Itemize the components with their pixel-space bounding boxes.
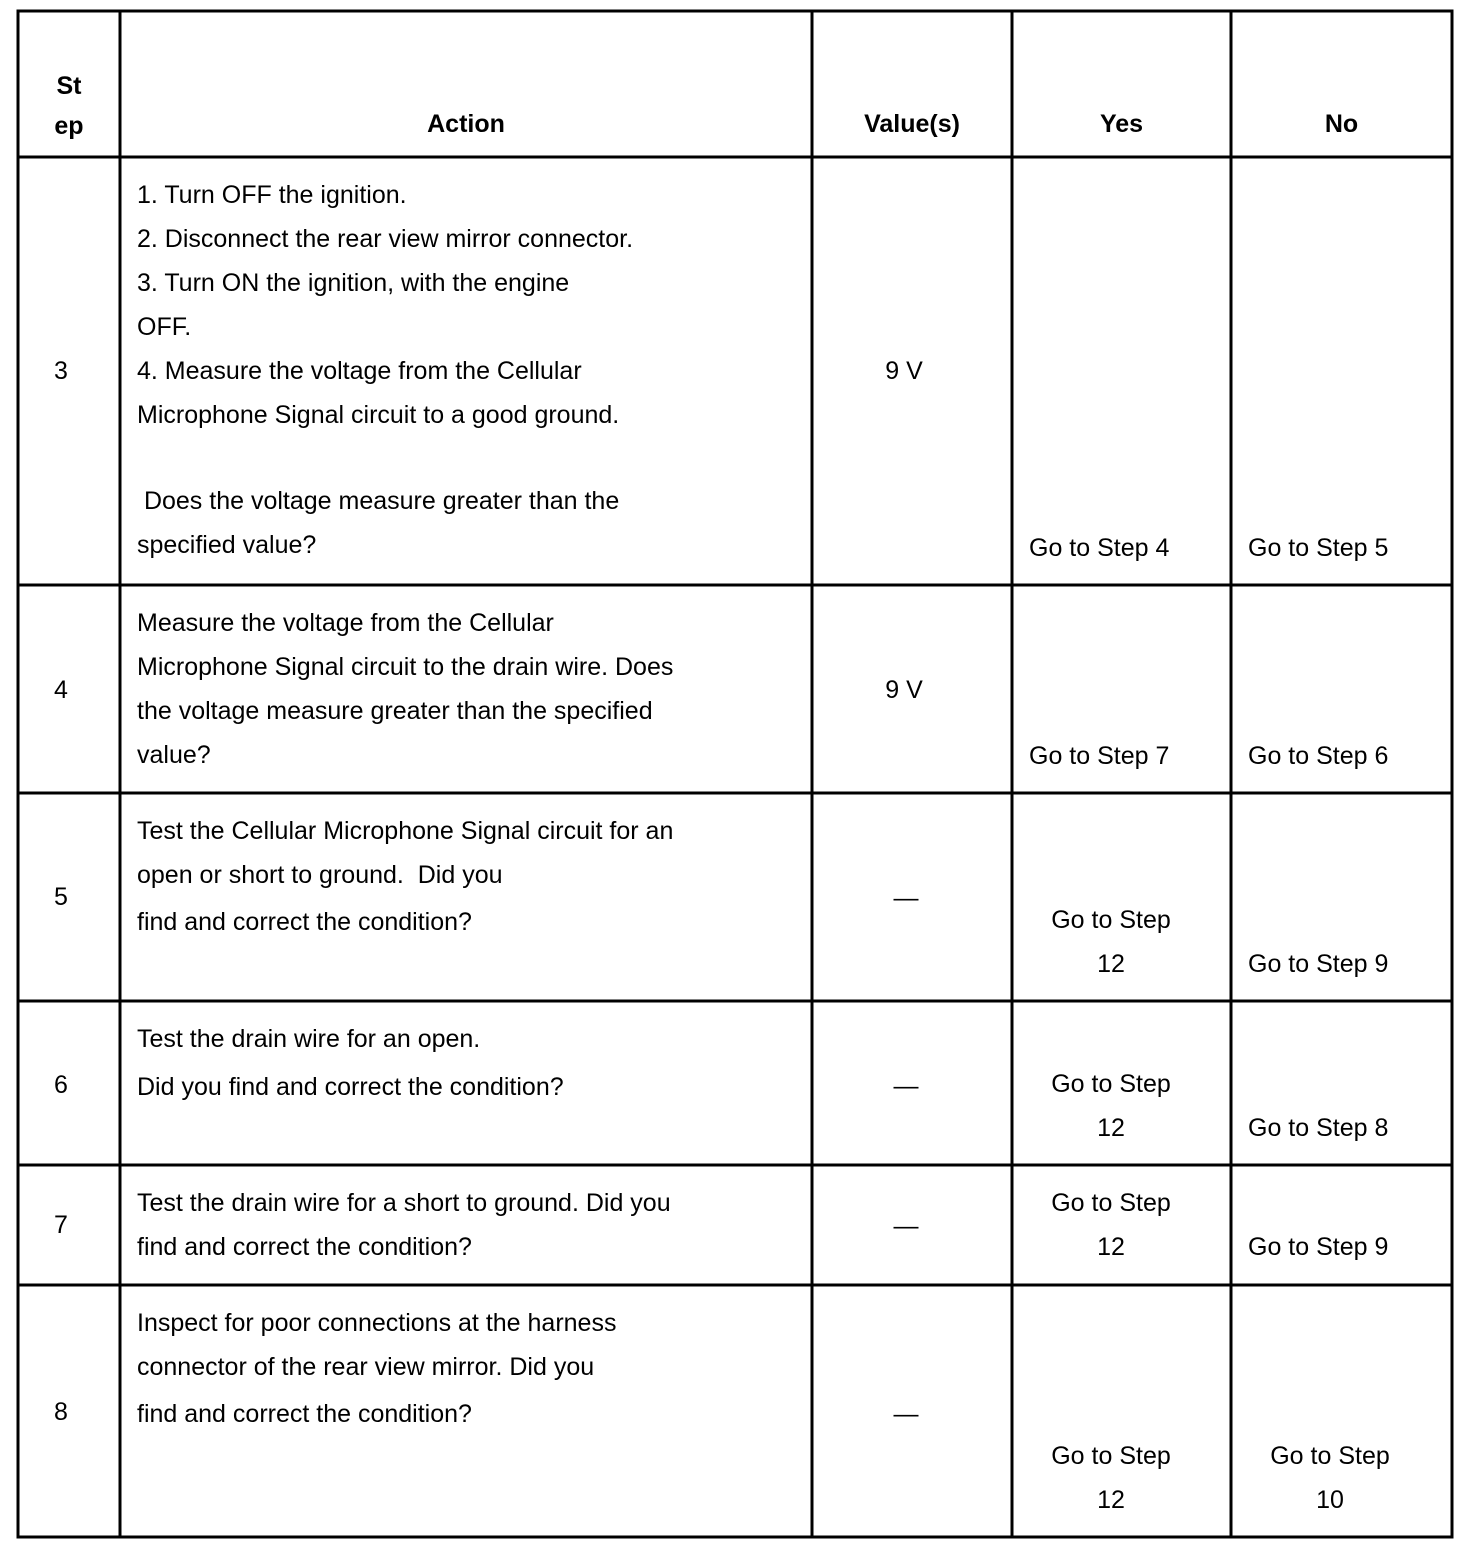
row4-action-line1: Measure the voltage from the Cellular <box>137 609 554 637</box>
row8-action-line2: connector of the rear view mirror. Did you <box>137 1353 595 1381</box>
row5-yes <box>1012 898 1210 986</box>
row8-yes-line2: 12 <box>1097 1486 1125 1514</box>
row3-yes: Go to Step 4 <box>1029 534 1170 562</box>
row5-yes-line1: Go to Step <box>1051 906 1171 934</box>
row7-action-line1: Test the drain wire for a short to ground. Did you <box>137 1189 671 1217</box>
header-values: Value(s) <box>864 110 960 138</box>
row8-no <box>1231 1434 1429 1522</box>
row8-action-line1: Inspect for poor connections at the harness <box>137 1309 617 1337</box>
row3-value: 9 V <box>885 357 923 385</box>
row5-action-line2: open or short to ground. Did you <box>137 861 503 889</box>
row5-action <box>137 809 673 944</box>
row7-yes-line2: 12 <box>1097 1233 1125 1261</box>
row4-yes: Go to Step 7 <box>1029 742 1170 770</box>
row8-yes <box>1012 1434 1210 1522</box>
row8-action-line3: find and correct the condition? <box>137 1400 472 1428</box>
row3-action-line8: specified value? <box>137 531 317 559</box>
row4-action-line2: Microphone Signal circuit to the drain wire. Does <box>137 653 674 681</box>
row6-action <box>137 1017 564 1109</box>
row6-yes-line1: Go to Step <box>1051 1070 1171 1098</box>
row4-step: 4 <box>54 676 68 704</box>
row5-action-line1: Test the Cellular Microphone Signal circuit for an <box>137 817 674 845</box>
row4-action <box>137 601 673 777</box>
row7-yes-line1: Go to Step <box>1051 1189 1171 1217</box>
row3-no: Go to Step 5 <box>1248 534 1389 562</box>
row4-action-line4: value? <box>137 741 211 769</box>
row7-no: Go to Step 9 <box>1248 1233 1389 1261</box>
row7-value: — <box>893 1212 919 1240</box>
row6-no: Go to Step 8 <box>1248 1114 1389 1142</box>
row3-action-line1: 1. Turn OFF the ignition. <box>137 181 407 209</box>
row5-action-line3: find and correct the condition? <box>137 908 472 936</box>
row3-action-line3: 3. Turn ON the ignition, with the engine <box>137 269 570 297</box>
header-step <box>20 66 118 146</box>
row4-no: Go to Step 6 <box>1248 742 1389 770</box>
row8-no-line2: 10 <box>1316 1486 1344 1514</box>
header-yes: Yes <box>1099 110 1144 138</box>
row4-value: 9 V <box>885 676 923 704</box>
row6-yes-line2: 12 <box>1097 1114 1125 1142</box>
row6-action-line2: Did you find and correct the condition? <box>137 1073 564 1101</box>
row3-action-line5: 4. Measure the voltage from the Cellular <box>137 357 582 385</box>
row8-no-line1: Go to Step <box>1270 1442 1390 1470</box>
header-no: No <box>1324 110 1359 138</box>
row8-yes-line1: Go to Step <box>1051 1442 1171 1470</box>
row7-action-line2: find and correct the condition? <box>137 1233 472 1261</box>
row3-action-line6: Microphone Signal circuit to a good ground. <box>137 401 620 429</box>
row4-action-line3: the voltage measure greater than the specified <box>137 697 653 725</box>
row8-step: 8 <box>54 1398 68 1426</box>
row6-value: — <box>893 1072 919 1100</box>
row7-yes <box>1012 1181 1210 1269</box>
row5-yes-line2: 12 <box>1097 950 1125 978</box>
row7-action <box>137 1181 671 1269</box>
row7-step: 7 <box>54 1211 68 1239</box>
row5-no: Go to Step 9 <box>1248 950 1389 978</box>
row8-action <box>137 1301 616 1436</box>
row3-action <box>137 173 633 567</box>
row3-action-line2: 2. Disconnect the rear view mirror connector. <box>137 225 634 253</box>
row5-value: — <box>893 884 919 912</box>
row6-step: 6 <box>54 1071 68 1099</box>
row3-step: 3 <box>54 357 68 385</box>
row6-yes <box>1012 1062 1210 1150</box>
row5-step: 5 <box>54 883 68 911</box>
header-action: Action <box>427 110 505 138</box>
row3-action-line4: OFF. <box>137 313 192 341</box>
header-step-line1: St <box>56 72 82 100</box>
row8-value: — <box>893 1400 919 1428</box>
row6-action-line1: Test the drain wire for an open. <box>137 1025 481 1053</box>
header-step-line2: ep <box>54 112 84 140</box>
row3-action-line7: Does the voltage measure greater than the <box>137 487 620 515</box>
